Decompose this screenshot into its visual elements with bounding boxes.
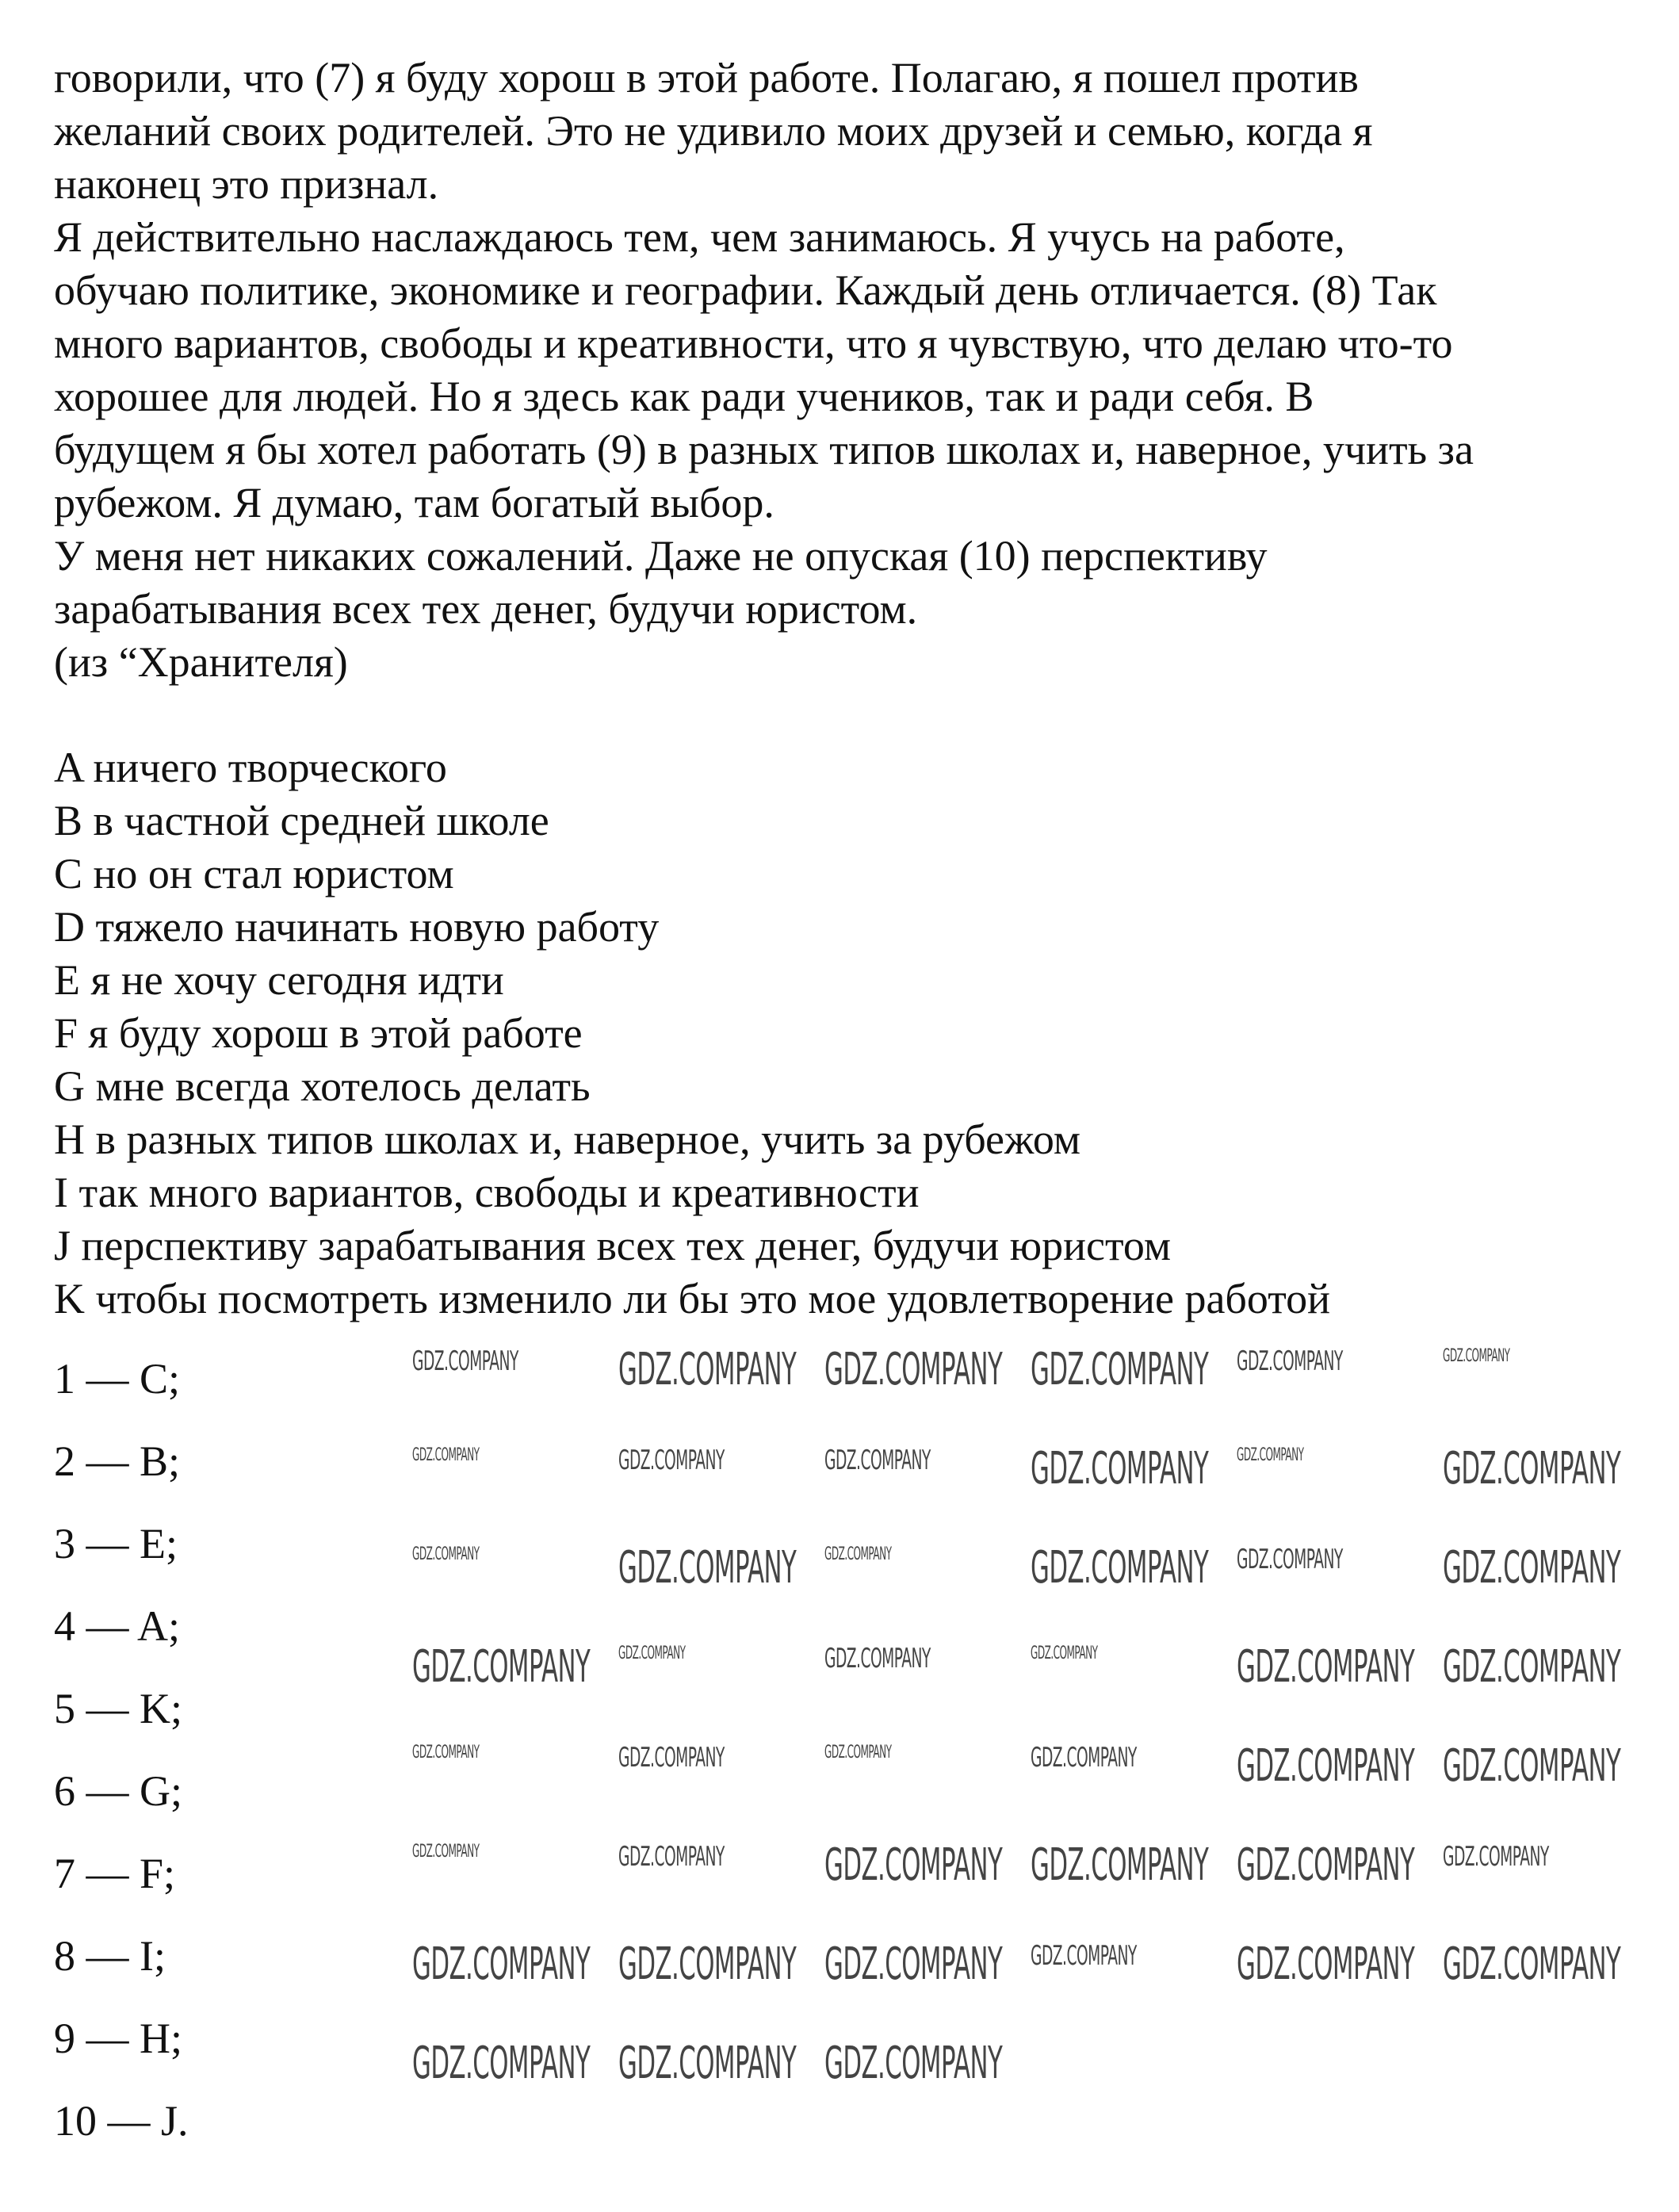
watermark-text: GDZ.COMPANY xyxy=(412,2038,591,2089)
option-item: E я не хочу сегодня идти xyxy=(54,956,504,1004)
answer-item: 5 — K; xyxy=(54,1685,182,1732)
watermark-text: GDZ.COMPANY xyxy=(618,1445,725,1476)
watermark-text: GDZ.COMPANY xyxy=(618,1644,686,1663)
passage-line: много вариантов, свободы и креативности, что я чувствую, что делаю что-то xyxy=(54,320,1453,367)
watermark-text: GDZ.COMPANY xyxy=(412,1345,518,1377)
option-item: K чтобы посмотреть изменило ли бы это мое удовлетворение работой xyxy=(54,1275,1330,1322)
passage-line: У меня нет никаких сожалений. Даже не опуская (10) перспективу xyxy=(54,532,1268,580)
watermark-text: GDZ.COMPANY xyxy=(1443,1641,1621,1693)
answer-item: 7 — F; xyxy=(54,1850,176,1897)
watermark-text: GDZ.COMPANY xyxy=(412,1544,480,1564)
watermark-text: GDZ.COMPANY xyxy=(824,1544,892,1564)
watermark-text: GDZ.COMPANY xyxy=(412,1938,591,1990)
answer-item: 6 — G; xyxy=(54,1767,182,1815)
option-item: B в частной средней школе xyxy=(54,797,549,844)
watermark-text: GDZ.COMPANY xyxy=(1031,1940,1137,1972)
watermark-text: GDZ.COMPANY xyxy=(618,2038,797,2089)
passage-line: говорили, что (7) я буду хорош в этой работе. Полагаю, я пошел против xyxy=(54,54,1359,101)
watermark-text: GDZ.COMPANY xyxy=(1443,1841,1549,1873)
passage-line: будущем я бы хотел работать (9) в разных типов школах и, наверное, учить за xyxy=(54,426,1474,473)
watermark-text: GDZ.COMPANY xyxy=(1237,1938,1415,1990)
watermark-text: GDZ.COMPANY xyxy=(824,1344,1003,1395)
watermark-text: GDZ.COMPANY xyxy=(1031,1742,1137,1774)
watermark-text: GDZ.COMPANY xyxy=(1237,1345,1343,1377)
watermark-text: GDZ.COMPANY xyxy=(618,1938,797,1990)
watermark-text: GDZ.COMPANY xyxy=(1031,1839,1209,1891)
watermark-text: GDZ.COMPANY xyxy=(1443,1938,1621,1990)
watermark-text: GDZ.COMPANY xyxy=(1443,1346,1510,1366)
watermark-text: GDZ.COMPANY xyxy=(824,1445,931,1476)
watermark-text: GDZ.COMPANY xyxy=(824,1643,931,1674)
watermark-text: GDZ.COMPANY xyxy=(1031,1542,1209,1594)
watermark-text: GDZ.COMPANY xyxy=(824,2038,1003,2089)
answer-item: 10 — J. xyxy=(54,2097,189,2145)
watermark-text: GDZ.COMPANY xyxy=(824,1743,892,1762)
watermark-text: GDZ.COMPANY xyxy=(618,1841,725,1873)
watermark-text: GDZ.COMPANY xyxy=(1031,1443,1209,1494)
watermark-text: GDZ.COMPANY xyxy=(824,1839,1003,1891)
watermark-text: GDZ.COMPANY xyxy=(1237,1740,1415,1792)
answers-list xyxy=(54,1338,189,2162)
watermark-text: GDZ.COMPANY xyxy=(618,1344,797,1395)
option-item: J перспективу зарабатывания всех тех денег, будучи юристом xyxy=(54,1222,1172,1269)
watermark-text: GDZ.COMPANY xyxy=(618,1542,797,1594)
answer-item: 1 — C; xyxy=(54,1355,181,1403)
passage-line: хорошее для людей. Но я здесь как ради учеников, так и ради себя. В xyxy=(54,373,1314,420)
option-item: A ничего творческого xyxy=(54,744,447,791)
watermark-text: GDZ.COMPANY xyxy=(412,1842,480,1862)
watermark-text: GDZ.COMPANY xyxy=(1443,1443,1621,1494)
answer-item: 8 — I; xyxy=(54,1932,166,1980)
watermark-text: GDZ.COMPANY xyxy=(1031,1344,1209,1395)
answer-item: 4 — A; xyxy=(54,1602,181,1650)
options-list xyxy=(54,741,1330,1326)
option-item: C но он стал юристом xyxy=(54,850,454,897)
watermark-text: GDZ.COMPANY xyxy=(412,1445,480,1465)
option-item: G мне всегда хотелось делать xyxy=(54,1062,591,1110)
passage-line: наконец это признал. xyxy=(54,160,439,208)
passage-line: обучаю политике, экономике и географии. Каждый день отличается. (8) Так xyxy=(54,266,1437,314)
watermark-text: GDZ.COMPANY xyxy=(412,1743,480,1762)
watermark-text: GDZ.COMPANY xyxy=(1443,1740,1621,1792)
watermark-text: GDZ.COMPANY xyxy=(412,1641,591,1693)
passage-line: желаний своих родителей. Это не удивило моих друзей и семью, когда я xyxy=(54,107,1373,155)
passage-text xyxy=(54,52,1474,689)
watermark-text: GDZ.COMPANY xyxy=(1237,1445,1304,1465)
watermark-text: GDZ.COMPANY xyxy=(1237,1839,1415,1891)
watermark-text: GDZ.COMPANY xyxy=(1237,1641,1415,1693)
option-item: H в разных типов школах и, наверное, учить за рубежом xyxy=(54,1116,1081,1163)
answer-item: 9 — H; xyxy=(54,2015,182,2062)
passage-line: зарабатывания всех тех денег, будучи юристом. xyxy=(54,585,918,633)
passage-line: рубежом. Я думаю, там богатый выбор. xyxy=(54,479,774,526)
watermark-text: GDZ.COMPANY xyxy=(1031,1644,1098,1663)
watermark-text: GDZ.COMPANY xyxy=(1237,1544,1343,1575)
passage-line: Я действительно наслаждаюсь тем, чем занимаюсь. Я учусь на работе, xyxy=(54,213,1345,261)
option-item: D тяжело начинать новую работу xyxy=(54,903,660,951)
watermark-text: GDZ.COMPANY xyxy=(824,1938,1003,1990)
option-item: I так много вариантов, свободы и креативности xyxy=(54,1169,920,1216)
watermark-text: GDZ.COMPANY xyxy=(618,1742,725,1774)
option-item: F я буду хорош в этой работе xyxy=(54,1009,583,1057)
passage-line: (из “Хранителя) xyxy=(54,638,348,686)
answer-item: 2 — B; xyxy=(54,1437,181,1485)
answer-item: 3 — E; xyxy=(54,1520,178,1567)
watermark-text: GDZ.COMPANY xyxy=(1443,1542,1621,1594)
